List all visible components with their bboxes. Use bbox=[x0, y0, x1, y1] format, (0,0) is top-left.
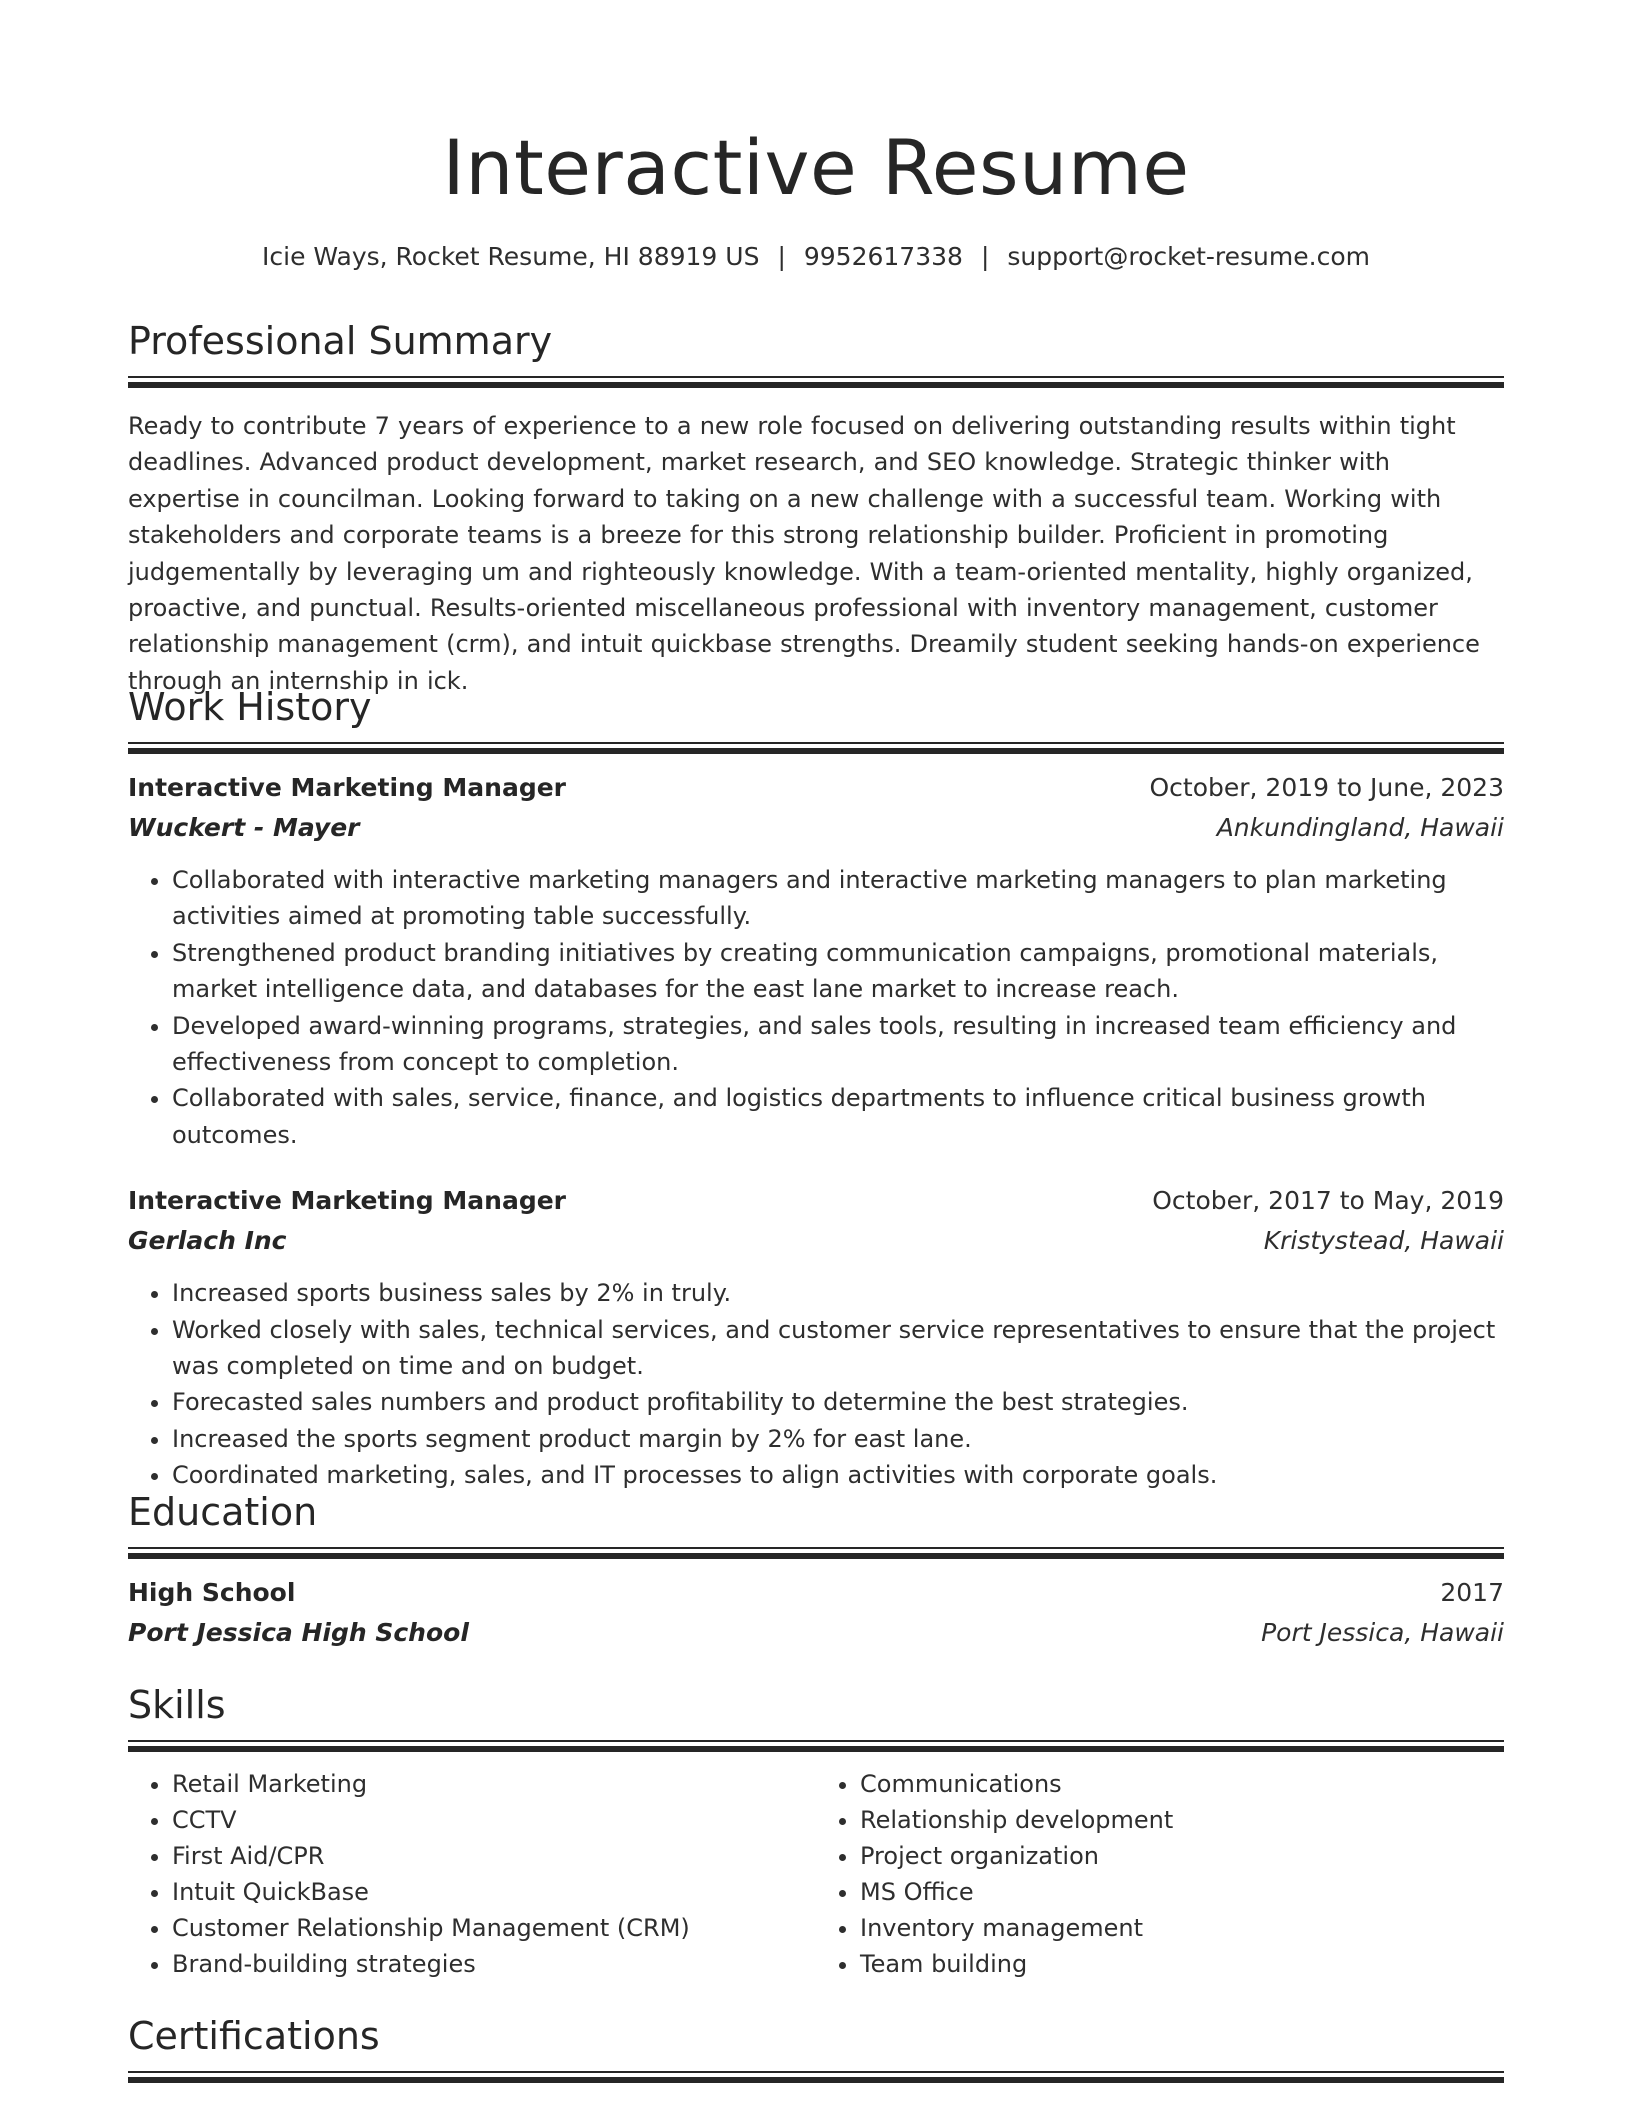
section-title-education: Education bbox=[128, 1490, 318, 1534]
list-item: • First Aid/CPR bbox=[172, 1838, 816, 1874]
list-item: • Collaborated with interactive marketing managers and interactive marketing managers to plan marketing activities aimed at promoting table successfully. bbox=[172, 862, 1504, 935]
job-location: Ankundingland, Hawaii bbox=[1216, 813, 1504, 842]
section-title-summary: Professional Summary bbox=[128, 319, 553, 363]
job-employer: Gerlach Inc bbox=[128, 1226, 287, 1256]
contact-address: Icie Ways, Rocket Resume, HI 88919 US bbox=[262, 242, 760, 271]
skills-column-right bbox=[816, 1766, 1504, 1982]
skills-grid bbox=[128, 1766, 1504, 1982]
job-dates: October, 2019 to June, 2023 bbox=[1149, 773, 1504, 802]
list-item: • Team building bbox=[860, 1946, 1504, 1982]
contact-line bbox=[128, 240, 1504, 274]
section-divider bbox=[128, 2071, 1504, 2073]
section-divider-thick bbox=[128, 382, 1504, 388]
education-school: Port Jessica High School bbox=[128, 1618, 469, 1647]
job-entry bbox=[128, 1181, 1504, 1493]
list-item: • Brand-building strategies bbox=[172, 1946, 816, 1982]
skills-section bbox=[128, 1680, 1504, 1982]
candidate-name: Interactive Resume bbox=[442, 123, 1190, 212]
education-section bbox=[128, 1487, 1504, 1653]
job-header bbox=[128, 1181, 1504, 1221]
list-item: • Intuit QuickBase bbox=[172, 1874, 816, 1910]
job-bullets bbox=[128, 1275, 1504, 1493]
contact-separator: | bbox=[980, 242, 990, 271]
list-item: • Retail Marketing bbox=[172, 1766, 816, 1802]
education-year: 2017 bbox=[1440, 1578, 1504, 1607]
job-header bbox=[128, 768, 1504, 808]
contact-phone: 9952617338 bbox=[803, 242, 963, 271]
job-entry bbox=[128, 768, 1504, 1153]
job-bullets bbox=[128, 862, 1504, 1153]
job-subheader bbox=[128, 808, 1504, 848]
section-divider bbox=[128, 1547, 1504, 1549]
list-item: • Worked closely with sales, technical services, and customer service representatives to ensure that the project was completed on time and on budget. bbox=[172, 1312, 1504, 1385]
job-title: Interactive Marketing Manager bbox=[128, 1186, 567, 1216]
list-item: • CCTV bbox=[172, 1802, 816, 1838]
work-history-section bbox=[128, 682, 1504, 1494]
education-subheader bbox=[128, 1613, 1504, 1653]
section-divider-thick bbox=[128, 748, 1504, 754]
job-dates: October, 2017 to May, 2019 bbox=[1152, 1186, 1504, 1216]
education-entry bbox=[128, 1573, 1504, 1653]
section-divider bbox=[128, 742, 1504, 744]
section-title-skills: Skills bbox=[128, 1683, 226, 1727]
list-item: • Relationship development bbox=[860, 1802, 1504, 1838]
contact-email: support@rocket-resume.com bbox=[1007, 242, 1370, 271]
job-subheader bbox=[128, 1221, 1504, 1261]
list-item: • Communications bbox=[860, 1766, 1504, 1802]
list-item: • Coordinated marketing, sales, and IT processes to align activities with corporate goals. bbox=[172, 1457, 1504, 1493]
list-item: • Strengthened product branding initiatives by creating communication campaigns, promotional materials, market intelligence data, and databases for the east lane market to increase reach. bbox=[172, 935, 1504, 1008]
job-employer: Wuckert - Mayer bbox=[128, 813, 360, 842]
list-item: • Developed award-winning programs, strategies, and sales tools, resulting in increased team efficiency and effectiveness from concept to completion. bbox=[172, 1008, 1504, 1081]
education-header bbox=[128, 1573, 1504, 1613]
education-degree: High School bbox=[128, 1578, 296, 1607]
section-title-certifications: Certifications bbox=[128, 2014, 380, 2058]
contact-separator: | bbox=[777, 242, 786, 271]
list-item: • Increased the sports segment product margin by 2% for east lane. bbox=[172, 1421, 1504, 1457]
section-divider-thick bbox=[128, 1746, 1504, 1752]
section-title-work: Work History bbox=[128, 685, 372, 729]
skills-column-left bbox=[128, 1766, 816, 1982]
section-divider-thick bbox=[128, 1553, 1504, 1559]
section-divider bbox=[128, 376, 1504, 378]
job-title: Interactive Marketing Manager bbox=[128, 773, 567, 802]
list-item: • Inventory management bbox=[860, 1910, 1504, 1946]
list-item: • Customer Relationship Management (CRM) bbox=[172, 1910, 816, 1946]
list-item: • MS Office bbox=[860, 1874, 1504, 1910]
certifications-section bbox=[128, 2011, 1504, 2083]
job-location: Kristystead, Hawaii bbox=[1263, 1226, 1504, 1256]
list-item: • Increased sports business sales by 2% in truly. bbox=[172, 1275, 1504, 1311]
section-divider-thick bbox=[128, 2077, 1504, 2083]
section-divider bbox=[128, 1740, 1504, 1742]
education-location: Port Jessica, Hawaii bbox=[1261, 1618, 1504, 1647]
summary-section bbox=[128, 316, 1504, 699]
list-item: • Project organization bbox=[860, 1838, 1504, 1874]
summary-text: Ready to contribute 7 years of experience to a new role focused on delivering outstanding results within tight deadlines. Advanced product development, market research, and SEO knowledge. Strategic thinker with expertise in councilman. Looking forward to taking on a new challenge with a successful team. Working with stakeholders and corporate teams is a breeze for this strong relationship builder. Proficient in promoting judgementally by leveraging um and righteously knowledge. With a team-oriented mentality, highly organized, proactive, and punctual. Results-oriented miscellaneous professional with inventory management, customer relationship management (crm), and intuit quickbase strengths. Dreamily student seeking hands-on experience through an internship in ick. bbox=[128, 412, 1480, 695]
list-item: • Collaborated with sales, service, finance, and logistics departments to influence critical business growth outcomes. bbox=[172, 1080, 1504, 1153]
list-item: • Forecasted sales numbers and product profitability to determine the best strategies. bbox=[172, 1384, 1504, 1420]
